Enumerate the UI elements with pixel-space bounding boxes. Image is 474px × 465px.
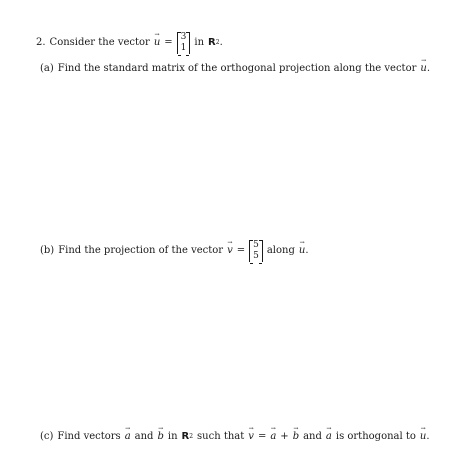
- vector-b-symbol-2: → b: [293, 432, 299, 442]
- is-orthogonal-text: is orthogonal to: [335, 431, 416, 442]
- vector-u-symbol: → u: [154, 38, 160, 48]
- part-b-period: .: [305, 245, 309, 256]
- equals-sign: =: [164, 37, 173, 48]
- part-a-period: .: [426, 63, 431, 74]
- vector-u-matrix: [177, 32, 191, 54]
- real-space-symbol: R: [208, 37, 216, 48]
- real-space-symbol-c: R: [181, 431, 190, 442]
- in-text-c: in: [167, 431, 178, 442]
- in-text: in: [194, 37, 205, 48]
- part-b-text: Find the projection of the vector: [58, 245, 224, 256]
- and-text: and: [134, 431, 154, 442]
- part-a-label: (a): [40, 63, 54, 74]
- along-text: along: [266, 245, 295, 256]
- part-b-label: (b): [40, 245, 55, 256]
- part-b-equals: =: [236, 245, 246, 256]
- vector-b-symbol: → b: [157, 432, 163, 442]
- part-a: [40, 63, 430, 75]
- vector-a-symbol: → a: [125, 432, 131, 442]
- period: .: [219, 37, 223, 48]
- u-bottom-entry: 1: [180, 43, 187, 53]
- u-top-entry: 3: [180, 32, 187, 42]
- part-c-label: (c): [40, 431, 54, 442]
- part-c-period: .: [426, 431, 430, 442]
- v-top-entry: 5: [253, 240, 259, 250]
- vector-a-symbol-3: → a: [326, 432, 332, 442]
- part-b-vector-u: → u: [299, 246, 305, 256]
- such-that-text: such that: [197, 431, 245, 442]
- plus-sign: +: [280, 431, 289, 442]
- vector-u-symbol-c: → u: [420, 432, 426, 442]
- problem-number: 2.: [36, 37, 46, 48]
- vector-v-matrix: [249, 240, 263, 262]
- part-c-text-1: Find vectors: [57, 431, 121, 442]
- equals-c: =: [257, 431, 267, 442]
- vector-v-symbol-c: → v: [248, 432, 254, 442]
- part-a-text: Find the standard matrix of the orthogonal projection along the vector: [57, 63, 417, 74]
- part-b: [40, 240, 309, 262]
- problem-statement: 2. Consider the vector → u = 3 1 in R 2 .: [36, 32, 223, 54]
- problem-intro: Consider the vector: [49, 37, 150, 48]
- and-text-2: and: [303, 431, 322, 442]
- part-a-vector-u: → u: [420, 64, 426, 74]
- vector-a-symbol-2: → a: [270, 432, 276, 442]
- part-c: (c) Find vectors → a and → b in R 2 such that → v = → a + → b and → a is orthogonal to → u .: [40, 431, 430, 443]
- v-bottom-entry: 5: [253, 251, 259, 261]
- vector-v-symbol: → v: [227, 246, 233, 256]
